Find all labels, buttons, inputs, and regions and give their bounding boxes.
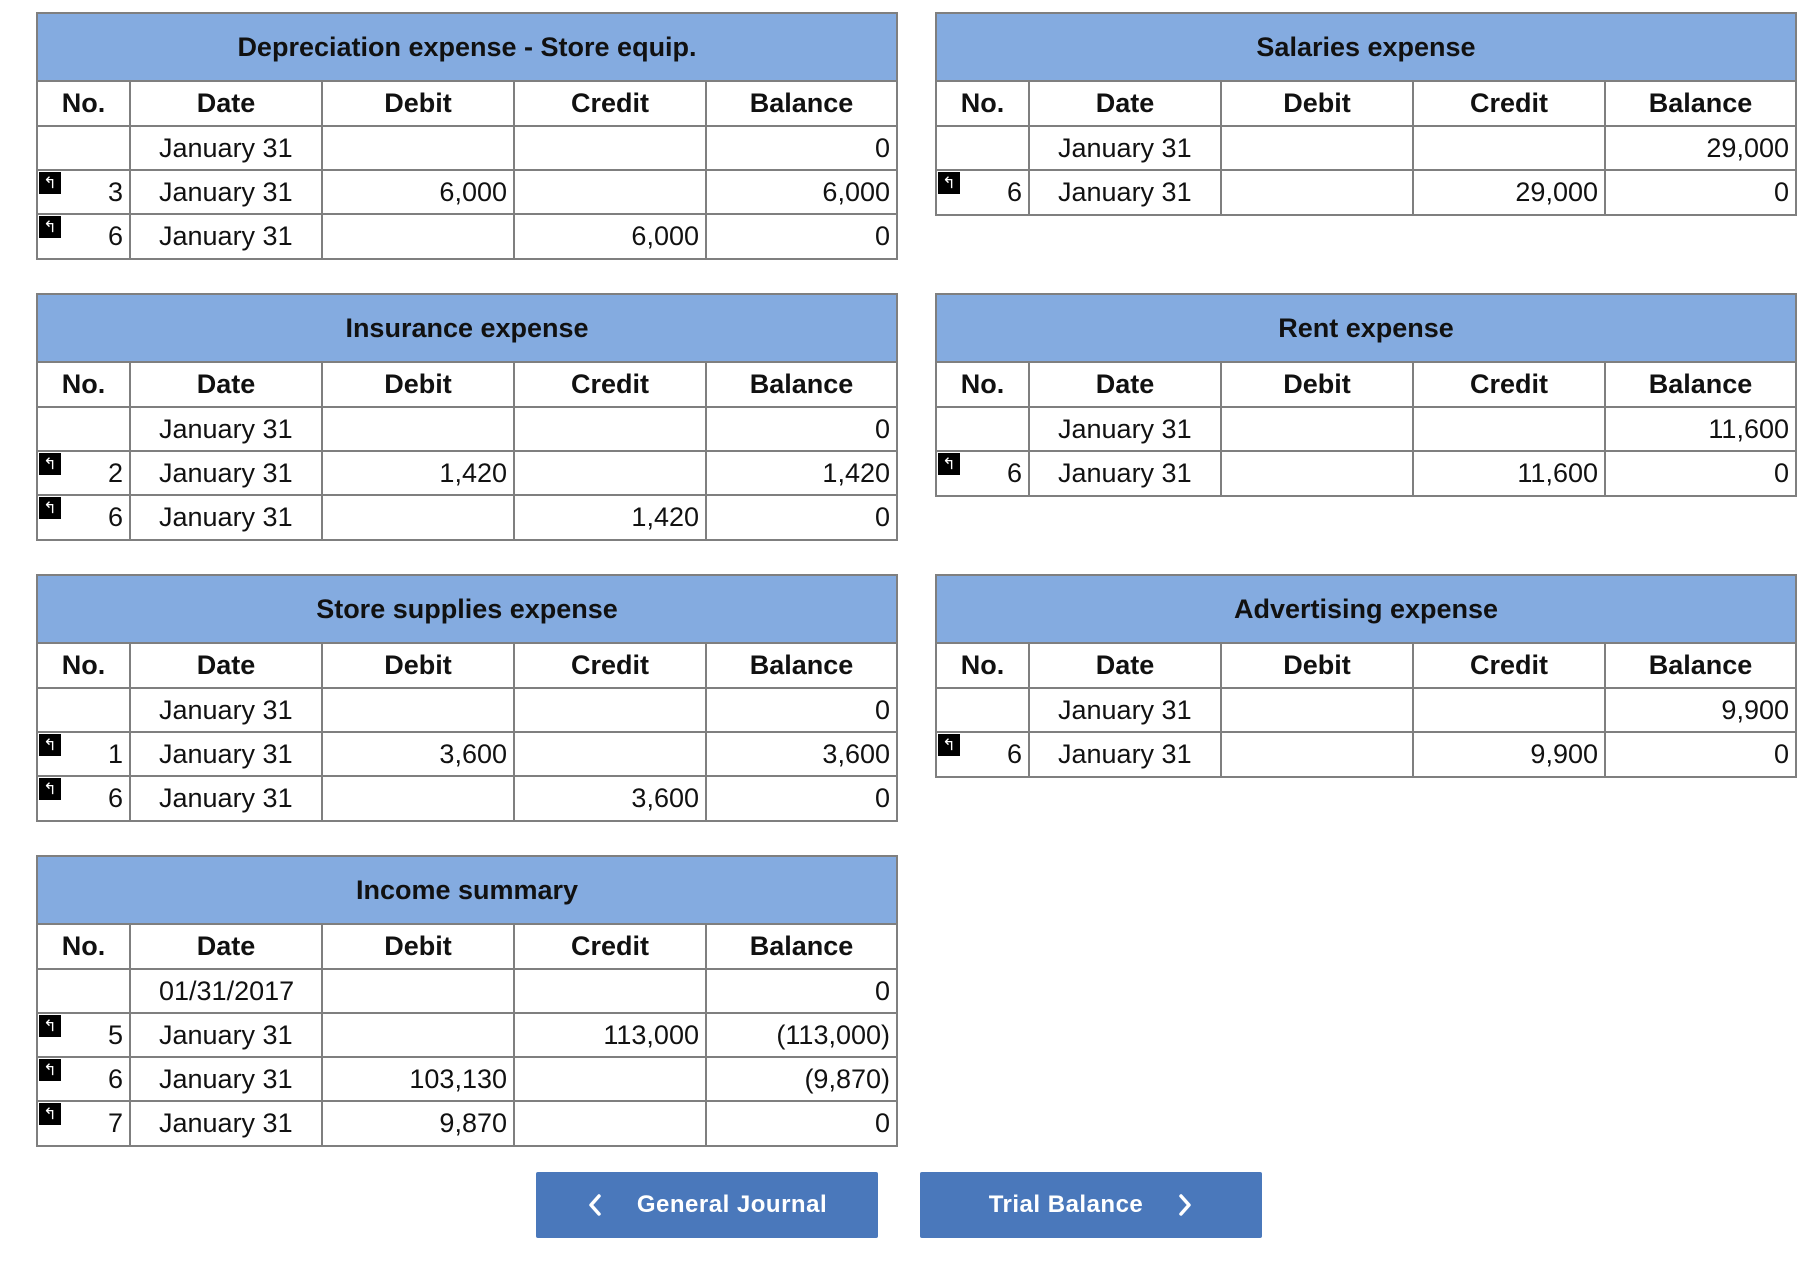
ledger-title: Salaries expense (937, 14, 1795, 82)
cell-balance (706, 688, 896, 732)
column-header-debit: Debit (1221, 644, 1413, 688)
cell-debit (1221, 407, 1413, 451)
ledger-store-supplies (36, 574, 898, 822)
cell-balance (706, 407, 896, 451)
cell-no (937, 170, 1029, 214)
cell-balance-value: 0 (874, 975, 890, 1006)
table-row (38, 1057, 896, 1101)
cell-balance-value: 0 (1773, 177, 1789, 207)
ledger-income-summary (36, 855, 898, 1147)
cell-date (1029, 407, 1221, 451)
column-header-no: No. (937, 363, 1029, 407)
cell-no-value: 6 (1006, 458, 1022, 488)
column-header-credit: Credit (1413, 82, 1605, 126)
table-row (937, 126, 1795, 170)
cell-debit (322, 495, 514, 539)
cell-debit (322, 969, 514, 1013)
cell-balance-value: 3,600 (822, 738, 890, 769)
ledger-title: Depreciation expense - Store equip. (38, 14, 896, 82)
column-header-debit: Debit (322, 363, 514, 407)
column-header-balance: Balance (1605, 82, 1795, 126)
cell-balance-value: 0 (1773, 458, 1789, 488)
cell-date (130, 732, 322, 776)
cell-no (38, 1057, 130, 1101)
cell-no (937, 732, 1029, 776)
cell-debit (322, 1101, 514, 1145)
ledger-advertising (935, 574, 1797, 778)
cell-date (130, 407, 322, 451)
cell-balance (706, 126, 896, 170)
column-header-balance: Balance (1605, 363, 1795, 407)
cell-credit-value: 1,420 (631, 502, 699, 532)
cell-balance-value: (9,870) (804, 1063, 890, 1094)
reversal-icon[interactable]: ↰ (39, 453, 61, 475)
ledger-depreciation (36, 12, 898, 260)
cell-date (1029, 732, 1221, 776)
cell-balance-value: 0 (874, 1108, 890, 1138)
cell-no (38, 776, 130, 820)
cell-balance (1605, 451, 1795, 495)
cell-credit (1413, 451, 1605, 495)
cell-date-value: January 31 (1058, 132, 1192, 163)
cell-balance (1605, 126, 1795, 170)
cell-date-value: January 31 (159, 1108, 293, 1138)
cell-credit-value: 11,600 (1517, 458, 1598, 488)
column-header-debit: Debit (322, 925, 514, 969)
cell-debit (322, 688, 514, 732)
cell-credit (1413, 170, 1605, 214)
cell-no-value: 6 (107, 783, 123, 813)
chevron-right-icon (1177, 1193, 1193, 1217)
cell-balance-value: 0 (874, 221, 890, 251)
table-row (38, 776, 896, 820)
ledger-table (38, 644, 896, 820)
cell-date-value: January 31 (1058, 739, 1192, 769)
cell-credit-value: 113,000 (603, 1019, 699, 1050)
reversal-icon[interactable]: ↰ (938, 453, 960, 475)
table-row (38, 495, 896, 539)
column-header-credit: Credit (1413, 644, 1605, 688)
table-row (38, 688, 896, 732)
cell-no (38, 170, 130, 214)
cell-date-value: January 31 (159, 738, 293, 769)
cell-credit (514, 407, 706, 451)
reversal-icon[interactable]: ↰ (39, 172, 61, 194)
reversal-icon[interactable]: ↰ (39, 734, 61, 756)
cell-date-value: January 31 (159, 176, 293, 207)
cell-balance-value: 11,600 (1708, 413, 1789, 444)
column-header-no: No. (38, 82, 130, 126)
cell-date (130, 126, 322, 170)
header-row (38, 82, 896, 126)
cell-date (130, 451, 322, 495)
column-header-balance: Balance (706, 925, 896, 969)
table-row (38, 732, 896, 776)
cell-credit (514, 688, 706, 732)
cell-date (130, 495, 322, 539)
cell-no-value: 7 (107, 1108, 123, 1138)
cell-balance-value: 1,420 (822, 457, 890, 488)
cell-date (130, 214, 322, 258)
cell-no (937, 126, 1029, 170)
ledger-table (38, 82, 896, 258)
column-header-date: Date (130, 82, 322, 126)
header-row (937, 644, 1795, 688)
column-header-no: No. (937, 82, 1029, 126)
cell-date-value: 01/31/2017 (159, 975, 295, 1006)
cell-balance-value: 0 (874, 783, 890, 813)
cell-no-value: 6 (107, 502, 123, 532)
reversal-icon[interactable]: ↰ (39, 216, 61, 238)
table-row (937, 170, 1795, 214)
cell-debit-value: 6,000 (439, 176, 507, 207)
cell-credit (1413, 126, 1605, 170)
cell-no (937, 688, 1029, 732)
ledger-rent (935, 293, 1797, 497)
reversal-icon[interactable]: ↰ (39, 1103, 61, 1125)
cell-debit (1221, 170, 1413, 214)
reversal-icon[interactable]: ↰ (39, 497, 61, 519)
cell-date (1029, 688, 1221, 732)
cell-debit (322, 1057, 514, 1101)
general-journal-button[interactable] (536, 1172, 878, 1238)
cell-credit (514, 126, 706, 170)
column-header-credit: Credit (514, 363, 706, 407)
column-header-debit: Debit (322, 644, 514, 688)
column-header-balance: Balance (706, 82, 896, 126)
cell-no (38, 732, 130, 776)
table-row (38, 451, 896, 495)
cell-debit (322, 170, 514, 214)
cell-no-value: 3 (107, 176, 123, 207)
column-header-balance: Balance (706, 363, 896, 407)
cell-balance (1605, 170, 1795, 214)
cell-date-value: January 31 (159, 221, 293, 251)
table-row (937, 688, 1795, 732)
cell-date (130, 1101, 322, 1145)
cell-debit (322, 1013, 514, 1057)
ledger-title: Rent expense (937, 295, 1795, 363)
reversal-icon[interactable]: ↰ (39, 1059, 61, 1081)
cell-no-value: 1 (107, 738, 123, 769)
table-row (38, 407, 896, 451)
cell-no-value: 6 (1006, 177, 1022, 207)
cell-balance (706, 170, 896, 214)
ledger-insurance (36, 293, 898, 541)
cell-balance (706, 1101, 896, 1145)
cell-credit (514, 451, 706, 495)
cell-date (1029, 451, 1221, 495)
cell-debit (322, 732, 514, 776)
cell-date-value: January 31 (1058, 694, 1192, 725)
cell-debit (1221, 451, 1413, 495)
cell-balance (706, 1057, 896, 1101)
cell-balance-value: (113,000) (776, 1019, 890, 1050)
ledger-title: Insurance expense (38, 295, 896, 363)
cell-balance (1605, 688, 1795, 732)
cell-debit (1221, 126, 1413, 170)
table-row (937, 732, 1795, 776)
column-header-date: Date (130, 925, 322, 969)
cell-no (38, 451, 130, 495)
header-row (38, 363, 896, 407)
cell-balance (706, 1013, 896, 1057)
cell-credit (514, 1101, 706, 1145)
cell-date (130, 1013, 322, 1057)
cell-date (130, 776, 322, 820)
cell-date-value: January 31 (1058, 177, 1192, 207)
column-header-date: Date (130, 363, 322, 407)
cell-date-value: January 31 (159, 132, 293, 163)
cell-balance-value: 29,000 (1706, 132, 1789, 163)
ledger-title: Advertising expense (937, 576, 1795, 644)
cell-no-value: 2 (107, 457, 123, 488)
table-row (38, 969, 896, 1013)
reversal-icon[interactable]: ↰ (938, 172, 960, 194)
cell-date (130, 688, 322, 732)
cell-date (130, 1057, 322, 1101)
cell-balance-value: 0 (874, 413, 890, 444)
general-journal-label: General Journal (636, 1191, 828, 1218)
cell-date-value: January 31 (159, 502, 293, 532)
cell-credit (514, 732, 706, 776)
header-row (937, 82, 1795, 126)
cell-no (38, 126, 130, 170)
column-header-no: No. (38, 363, 130, 407)
cell-no (38, 1101, 130, 1145)
cell-credit-value: 29,000 (1515, 177, 1598, 207)
cell-credit (1413, 688, 1605, 732)
cell-balance (706, 451, 896, 495)
cell-debit (1221, 688, 1413, 732)
cell-no-value: 6 (107, 1063, 123, 1094)
cell-no (38, 688, 130, 732)
cell-debit-value: 1,420 (439, 457, 507, 488)
cell-no (38, 407, 130, 451)
ledger-table (937, 82, 1795, 214)
cell-balance (706, 969, 896, 1013)
cell-balance (1605, 732, 1795, 776)
ledger-salaries (935, 12, 1797, 216)
table-row (937, 407, 1795, 451)
cell-balance (706, 214, 896, 258)
cell-balance (706, 732, 896, 776)
column-header-credit: Credit (1413, 363, 1605, 407)
column-header-date: Date (130, 644, 322, 688)
cell-debit (322, 451, 514, 495)
cell-credit-value: 6,000 (631, 221, 699, 251)
cell-credit (514, 969, 706, 1013)
column-header-credit: Credit (514, 82, 706, 126)
cell-date (130, 969, 322, 1013)
cell-no-value: 6 (1006, 739, 1022, 769)
ledger-title: Store supplies expense (38, 576, 896, 644)
table-row (38, 1101, 896, 1145)
ledger-table (937, 644, 1795, 776)
column-header-debit: Debit (1221, 82, 1413, 126)
column-header-no: No. (38, 925, 130, 969)
cell-date (130, 170, 322, 214)
cell-credit (514, 1013, 706, 1057)
cell-date-value: January 31 (159, 457, 293, 488)
cell-debit (322, 776, 514, 820)
cell-credit (514, 776, 706, 820)
cell-balance (1605, 407, 1795, 451)
column-header-credit: Credit (514, 644, 706, 688)
ledger-table (38, 925, 896, 1145)
cell-date-value: January 31 (1058, 413, 1192, 444)
cell-date-value: January 31 (159, 1019, 293, 1050)
ledger-table (38, 363, 896, 539)
cell-debit (322, 407, 514, 451)
cell-no (937, 407, 1029, 451)
column-header-debit: Debit (1221, 363, 1413, 407)
cell-credit (514, 495, 706, 539)
cell-credit (514, 214, 706, 258)
cell-credit (514, 1057, 706, 1101)
cell-balance-value: 0 (874, 694, 890, 725)
table-row (38, 170, 896, 214)
ledger-table (937, 363, 1795, 495)
cell-balance-value: 0 (874, 132, 890, 163)
cell-credit-value: 3,600 (631, 783, 699, 813)
reversal-icon[interactable]: ↰ (39, 1015, 61, 1037)
cell-date (1029, 126, 1221, 170)
cell-date-value: January 31 (159, 413, 293, 444)
cell-credit-value: 9,900 (1530, 739, 1598, 769)
column-header-no: No. (937, 644, 1029, 688)
cell-date-value: January 31 (159, 1063, 293, 1094)
column-header-date: Date (1029, 644, 1221, 688)
column-header-date: Date (1029, 82, 1221, 126)
table-row (937, 451, 1795, 495)
column-header-balance: Balance (706, 644, 896, 688)
cell-balance (706, 495, 896, 539)
header-row (38, 644, 896, 688)
trial-balance-button[interactable] (920, 1172, 1262, 1238)
reversal-icon[interactable]: ↰ (938, 734, 960, 756)
chevron-left-icon (587, 1193, 603, 1217)
cell-debit-value: 3,600 (439, 738, 507, 769)
cell-balance-value: 9,900 (1721, 694, 1789, 725)
cell-balance-value: 0 (874, 502, 890, 532)
column-header-date: Date (1029, 363, 1221, 407)
table-row (38, 1013, 896, 1057)
cell-no-value: 5 (107, 1019, 123, 1050)
ledger-title: Income summary (38, 857, 896, 925)
cell-date-value: January 31 (159, 783, 293, 813)
column-header-balance: Balance (1605, 644, 1795, 688)
cell-date (1029, 170, 1221, 214)
cell-date-value: January 31 (159, 694, 293, 725)
table-row (38, 126, 896, 170)
cell-credit (1413, 732, 1605, 776)
cell-balance (706, 776, 896, 820)
cell-debit-value: 103,130 (409, 1063, 507, 1094)
column-header-credit: Credit (514, 925, 706, 969)
cell-no (38, 969, 130, 1013)
column-header-no: No. (38, 644, 130, 688)
cell-no (38, 495, 130, 539)
cell-balance-value: 6,000 (822, 176, 890, 207)
cell-no (38, 1013, 130, 1057)
cell-no (937, 451, 1029, 495)
header-row (38, 925, 896, 969)
cell-debit (1221, 732, 1413, 776)
column-header-debit: Debit (322, 82, 514, 126)
cell-debit (322, 214, 514, 258)
cell-credit (1413, 407, 1605, 451)
cell-debit (322, 126, 514, 170)
cell-no (38, 214, 130, 258)
cell-credit (514, 170, 706, 214)
cell-balance-value: 0 (1773, 739, 1789, 769)
cell-date-value: January 31 (1058, 458, 1192, 488)
trial-balance-label: Trial Balance (988, 1191, 1144, 1218)
header-row (937, 363, 1795, 407)
cell-debit-value: 9,870 (439, 1108, 507, 1138)
cell-no-value: 6 (107, 221, 123, 251)
table-row (38, 214, 896, 258)
reversal-icon[interactable]: ↰ (39, 778, 61, 800)
